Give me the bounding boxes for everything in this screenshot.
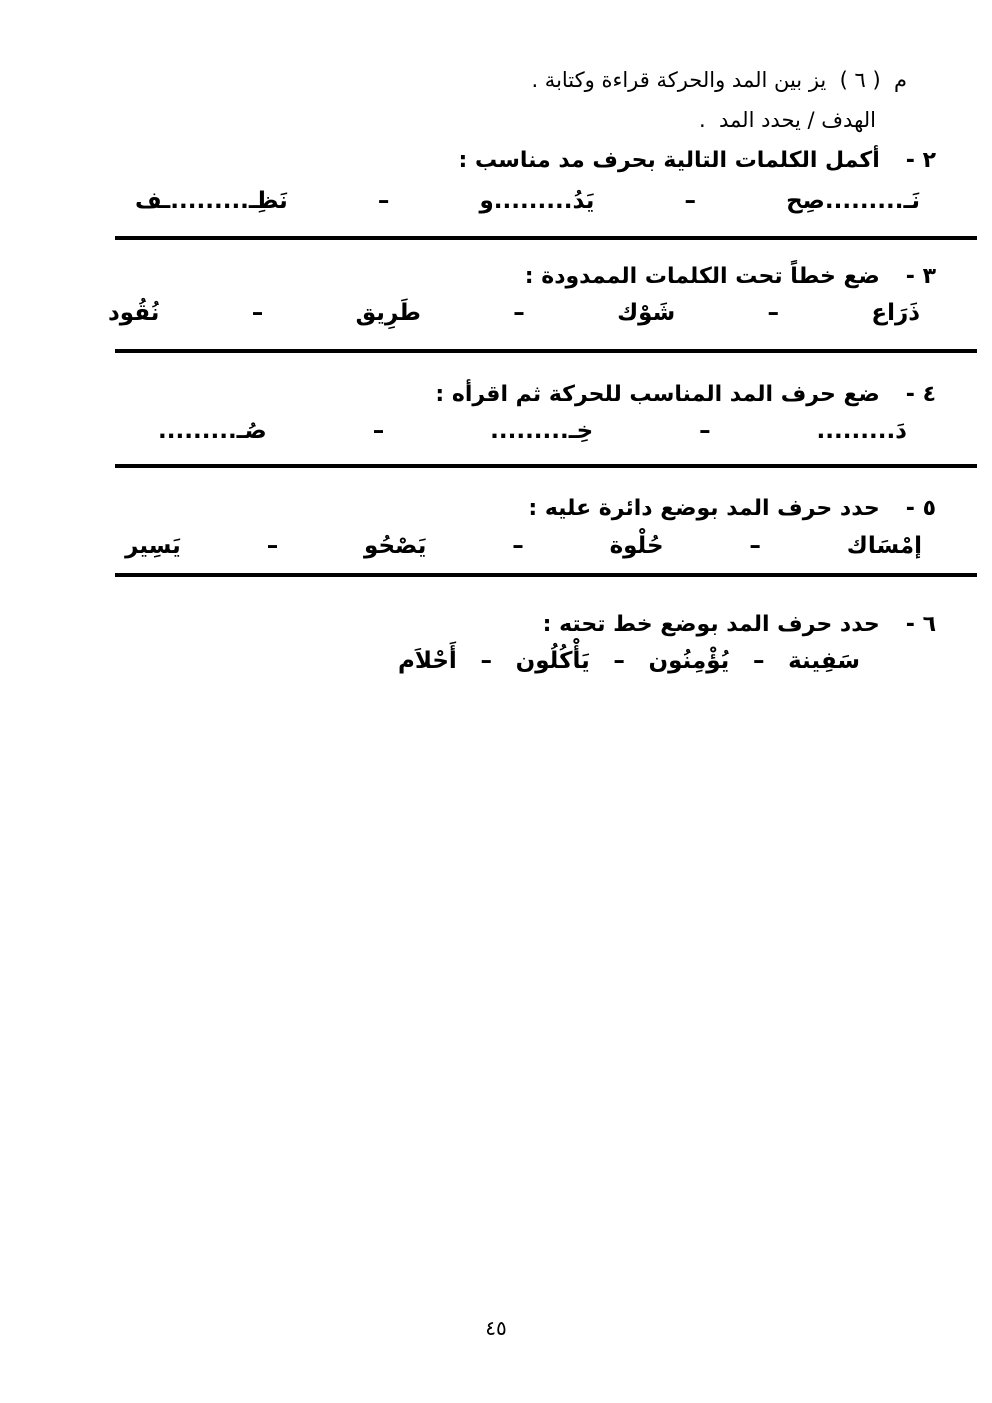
goal-line: الهدف / يحدد المد . xyxy=(698,108,876,132)
word: يُؤْمِنُون xyxy=(648,648,730,674)
question-2-title xyxy=(459,148,937,173)
word: يَدُ.........و xyxy=(479,188,595,214)
question-5-title xyxy=(528,496,936,521)
word: سَفِينة xyxy=(788,648,860,674)
question-2-words-row xyxy=(135,188,920,214)
section-divider-rule xyxy=(115,349,977,353)
question-6-title xyxy=(543,612,936,637)
word: يَصْحُو xyxy=(364,533,427,559)
separator-dash: – xyxy=(699,418,711,444)
word: نُقُود xyxy=(108,300,160,326)
question-3-title xyxy=(525,264,936,289)
separator-dash: – xyxy=(266,533,279,559)
word: شَوْك xyxy=(617,300,676,326)
page-number: ٤٥ xyxy=(485,1316,507,1340)
separator-dash: – xyxy=(372,418,385,444)
word: حُلْوة xyxy=(609,533,664,559)
word: يَسِير xyxy=(125,533,181,559)
question-5-text: حدد حرف المد بوضع دائرة عليه : xyxy=(528,496,880,521)
separator-dash: – xyxy=(613,648,625,674)
question-6-words-row xyxy=(398,648,860,674)
word: صُـ......... xyxy=(158,418,267,444)
word: خِـ......... xyxy=(490,418,594,444)
question-3-text: ضع خطاً تحت الكلمات الممدودة : xyxy=(524,264,880,289)
separator-dash: – xyxy=(512,533,524,559)
question-6-number: ٦ - xyxy=(905,612,936,637)
separator-dash: – xyxy=(767,300,780,326)
separator-dash: – xyxy=(251,300,264,326)
separator-dash: – xyxy=(684,188,696,214)
question-2-number: ٢ - xyxy=(905,148,936,173)
word: طَرِيق xyxy=(355,300,421,326)
objective-line: م ( ٦ ) يز بين المد والحركة قراءة وكتابة . xyxy=(531,68,907,92)
question-6-text: حدد حرف المد بوضع خط تحته : xyxy=(542,612,880,637)
section-divider-rule xyxy=(115,464,977,468)
separator-dash: – xyxy=(480,648,492,674)
word: نَظِـ.........ـف xyxy=(135,188,288,214)
question-3-words-row xyxy=(108,300,920,326)
word: دَ......... xyxy=(816,418,907,444)
separator-dash: – xyxy=(513,300,525,326)
word: يَأْكُلُون xyxy=(515,648,590,674)
question-4-text: ضع حرف المد المناسب للحركة ثم اقرأه : xyxy=(435,382,880,407)
question-4-title xyxy=(435,382,936,407)
word: نَـ.........صِح xyxy=(786,188,920,214)
question-3-number: ٣ - xyxy=(905,264,936,289)
word: إمْسَاك xyxy=(846,533,922,559)
section-divider-rule xyxy=(115,573,977,577)
question-4-number: ٤ - xyxy=(905,382,936,407)
question-2-text: أكمل الكلمات التالية بحرف مد مناسب : xyxy=(458,148,880,173)
question-5-words-row xyxy=(125,533,922,559)
question-4-words-row xyxy=(158,418,907,444)
word: أَحْلاَم xyxy=(398,648,457,674)
question-5-number: ٥ - xyxy=(905,496,936,521)
section-divider-rule xyxy=(115,236,977,240)
word: ذَرَاع xyxy=(871,300,920,326)
separator-dash: – xyxy=(377,188,390,214)
separator-dash: – xyxy=(752,648,765,674)
separator-dash: – xyxy=(749,533,761,559)
